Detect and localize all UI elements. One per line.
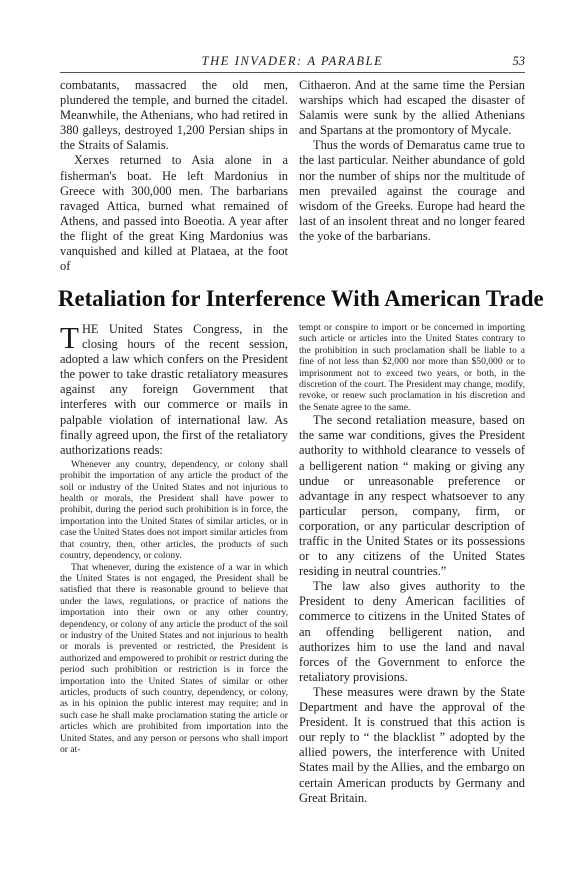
preceding-article-left-column (60, 78, 288, 274)
intro-paragraph (60, 322, 288, 458)
paragraph: These measures were drawn by the State Department and have the approval of the President. It is construed that this action is our reply to “ the blacklist ” adopted by the allied powers, the interference with United States mail by the Allies, and the embargo on certain American products by Germany and Great Britain. (299, 684, 525, 805)
quoted-law-continuation (299, 322, 525, 413)
quoted-law-text (60, 459, 288, 756)
intro-text: HE United States Congress, in the closing hours of the recent session, adopted a law which confers on the President the power to take drastic retaliatory measures against any foreign Government that interferes with our commerce or mails in palpable violation of international law. As finally agreed upon, the first of the retaliatory authorizations reads: (60, 322, 288, 457)
paragraph: Cithaeron. And at the same time the Persian warships which had escaped the disaster of Salamis were sunk by the allied Athenians and Spartans at the promontory of Mycale. (299, 78, 525, 138)
quoted-paragraph: tempt or conspire to import or be concerned in importing such article or articles into the United States contrary to the prohibition in such proclamation shall be liable to a fine of not less than $2,000 nor more than $50,000 or to imprisonment not to exceed two years, or both, in the discretion of the court. The President may change, modify, revoke, or renew such proclamation in his discretion and the Senate agree to the same. (299, 322, 525, 413)
drop-cap: T (60, 320, 79, 355)
running-title: THE INVADER: A PARABLE (201, 54, 384, 68)
running-head (60, 54, 525, 73)
paragraph: Xerxes returned to Asia alone in a fisherman's boat. He left Mardonius in Greece with 300,000 men. The barbarians ravaged Attica, burned what remained of Athens, and passed into Boeotia. A year after the flight of the great King Mardonius was vanquished and killed at Plataea, at the foot of (60, 153, 288, 274)
paragraph: The second retaliation measure, based on the same war conditions, gives the President authority to withhold clearance to vessels of a belligerent nation “ making or giving any undue or unreasonable preference or advantage in any respect whatsoever to any particular person, company, firm, or corporation, or any particular description of traffic in the United States or its possessions or to any citizens of the United States residing in neutral countries.” (299, 413, 525, 579)
article-left-column (60, 322, 288, 755)
paragraph: combatants, massacred the old men, plundered the temple, and burned the citadel. Meanwhile, the Athenians, who had retired in 380 galleys, destroyed 1,200 Persian ships in the Straits of Salamis. (60, 78, 288, 153)
article-right-column (299, 322, 525, 806)
preceding-article-right-column (299, 78, 525, 244)
paragraph: The law also gives authority to the President to deny American facilities of commerce to citizens in the United States of an offending belligerent nation, and authorizes him to use the land and naval forces of the Government to enforce the retaliatory provisions. (299, 579, 525, 684)
quoted-paragraph: That whenever, during the existence of a war in which the United States is not engaged, the President shall be satisfied that there is reasonable ground to believe that under the laws, regulations, or practice of nations the importation into their own or any other country, dependency, or colony of any article the product of the soil or industry of the United States and not injurious to health or morals is prevented or restricted, the President is authorized and empowered to prohibit or restrict during the period such prohibition or restriction is in force the importation into the United States of similar or other articles, products of such country, dependency, or colony, as in his opinion the public interest may require; and in such case he shall make proclamation stating the article or articles which are prohibited from importation into the United States, and any person or persons who shall import or at- (60, 561, 288, 755)
page-number: 53 (512, 54, 525, 68)
quoted-paragraph: Whenever any country, dependency, or colony shall prohibit the importation of any article the product of the soil or industry of the United States and not injurious to health or morals, the President shall have power to prohibit, during the period such prohibition is in force, the importation into the United States of similar articles, or in case the United States does not import similar articles from that country, then, other articles, the products of such country, dependency, or colony. (60, 458, 288, 562)
paragraph: Thus the words of Demaratus came true to the last particular. Neither abundance of gold nor the number of ships nor the multitude of men prevailed against the courage and wisdom of the Greeks. Europe had heard the last of an insolent threat and no longer feared the yoke of the barbarians. (299, 138, 525, 243)
article-title: Retaliation for Interference With American Trade (58, 286, 544, 311)
